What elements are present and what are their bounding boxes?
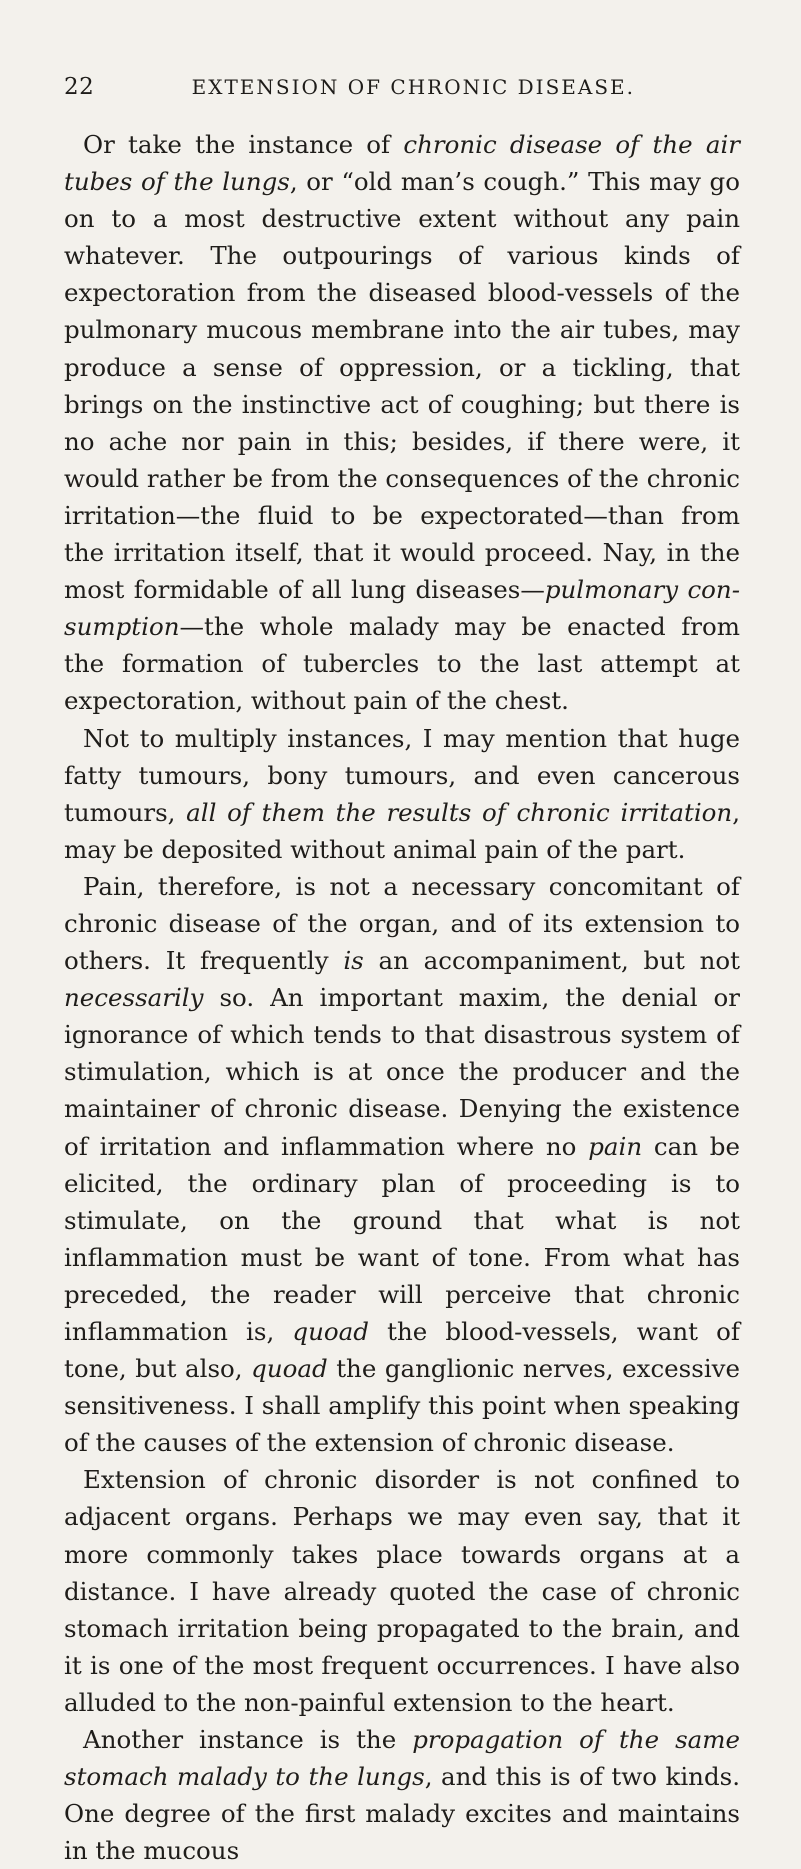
italic-phrase: is: [343, 946, 364, 976]
italic-phrase: propagation of the same stomach malady to the lungs: [64, 1725, 740, 1792]
text-run: the ganglionic nerves, excessive sensitiveness. I shall amplify this point when speaking of the causes of the extension of chronic disease.: [64, 1354, 740, 1458]
text-run: so. An important maxim, the denial or ignorance of which tends to that disastrous system of stimulation, which is at once the producer and the maintainer of chronic disease. Denying the existence of irritation and inflammation where no: [64, 983, 740, 1161]
italic-phrase: quoad: [292, 1317, 369, 1346]
book-page: [64, 74, 740, 1869]
text-run: , or “old man’s cough.” This may go on to a most destructive extent without any pain whatever. The outpourings of various kinds of expectoration from the diseased blood-vessels of the pulmonary mucous membrane into the air tubes, may produce a sense of oppression, or a tickling, that brings on the instinctive act of coughing; but there is no ache nor pain in this; besides, if there were, it would rather be from the consequences of the chronic irritation—the fluid to be expectorated—than from the irritation itself, that it would proceed. Nay, in the most formidable of all lung diseases—: [64, 167, 740, 605]
text-run: , may be deposited without animal pain of the part.: [64, 797, 741, 864]
text-run: Not to multiply instances, I may mention that huge fatty tumours, bony tumours, and even cancerous tumours,: [64, 723, 740, 827]
text-run: Pain, therefore, is not a necessary concomitant of chronic disease of the organ, and of its extension to others. It frequently: [64, 871, 740, 976]
text-run: the blood-vessels, want of tone, but also,: [64, 1317, 740, 1384]
text-run: an accompaniment, but not: [363, 946, 740, 976]
italic-phrase: quoad: [251, 1354, 328, 1384]
paragraph: [64, 1721, 740, 1869]
italic-phrase: all of them the results of chronic irritation: [186, 797, 733, 827]
text-run: Extension of chronic disorder is not confined to adjacent organs. Perhaps we may even say, that it more commonly takes place towards organs at a distance. I have already quoted the case of chronic stomach irritation being propagated to the brain, and it is one of the most frequent occurrences. I have also alluded to the non-painful extension to the heart.: [64, 1465, 740, 1717]
paragraph: [64, 1461, 740, 1721]
running-head: EXTENSION OF CHRONIC DISEASE.: [191, 75, 635, 99]
body-text: [64, 126, 740, 1869]
text-run: Or take the instance of: [83, 130, 404, 159]
text-run: Another instance is the: [83, 1725, 413, 1755]
italic-phrase: pulmonary consumption: [64, 575, 740, 642]
italic-phrase: chronic disease of the air tubes of the lungs: [64, 130, 740, 197]
text-run: , and this is of two kinds. One degree of the first malady excites and maintains in the mucous: [64, 1762, 740, 1866]
paragraph: [64, 126, 740, 720]
text-run: can be elicited, the ordinary plan of proceeding is to stimulate, on the ground that what is not inflammation must be want of tone. From what has preceded, the reader will perceive that chronic inflammation is,: [64, 1131, 740, 1346]
page-header: [64, 74, 740, 114]
text-run: —the whole malady may be enacted from the formation of tubercles to the last attempt at expectoration, without pain of the chest.: [64, 612, 740, 716]
italic-phrase: necessarily: [64, 983, 204, 1013]
paragraph: [64, 868, 740, 1462]
page-number: 22: [64, 74, 95, 100]
paragraph: [64, 720, 740, 868]
italic-phrase: pain: [588, 1131, 643, 1161]
